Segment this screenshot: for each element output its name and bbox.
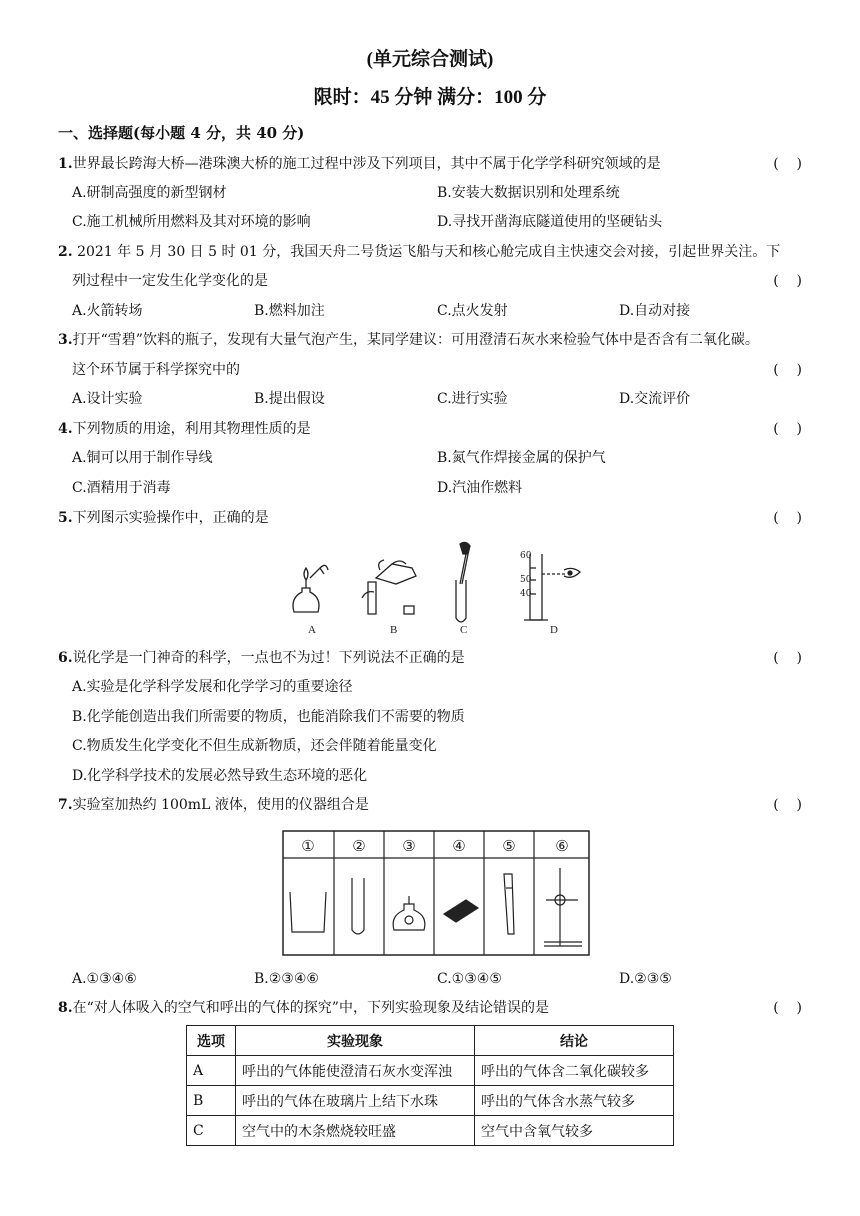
apparatus-num-1: ① [301, 837, 315, 855]
q3-option-a: A.设计实验 [72, 391, 143, 407]
question-text: 在“对人体吸入的空气和呼出的气体的探究”中，下列实验现象及结论错误的是 [72, 1000, 549, 1016]
apparatus-num-2: ② [352, 837, 366, 855]
answer-blank-8: ( ) [773, 1000, 802, 1016]
question-text: 2021 年 5 月 30 日 5 时 01 分，我国天舟二号货运飞船与天和核心舱完成自主快速交会对接，引起世界关注。下 [72, 244, 781, 260]
dropper-icon [456, 542, 470, 622]
question-5 [58, 509, 269, 527]
answer-blank-4: ( ) [773, 421, 802, 437]
table-header: 实验现象 [236, 1026, 475, 1056]
q7-option-a: A.①③④⑥ [72, 971, 137, 987]
test-tube-holder-icon [504, 874, 514, 934]
question-7 [58, 796, 369, 814]
question-number: 5. [58, 510, 73, 526]
question-3-cont: 这个环节属于科学探究中的 [72, 362, 240, 378]
answer-blank-1: ( ) [773, 156, 802, 172]
experiment-table [186, 1025, 674, 1146]
apparatus-num-6: ⑥ [555, 837, 569, 855]
question-number: 6. [58, 650, 73, 666]
table-header-row [187, 1026, 674, 1056]
apparatus-num-3: ③ [402, 837, 416, 855]
question-8 [58, 999, 549, 1017]
figure-label-b: B [390, 624, 398, 636]
question-6 [58, 649, 465, 667]
page-title: (单元综合测试) [366, 49, 494, 70]
q1-option-c: C.施工机械所用燃料及其对环境的影响 [72, 214, 311, 230]
test-tube-icon [352, 878, 364, 934]
apparatus-figure [282, 830, 590, 956]
q2-option-c: C.点火发射 [437, 303, 508, 319]
section-heading: 一、选择题(每小题 4 分，共 40 分) [58, 124, 305, 142]
cylinder-mark-50: 50 [520, 575, 532, 585]
table-cell: A [187, 1056, 236, 1086]
graduated-cylinder-icon [524, 554, 580, 620]
question-text: 说化学是一门神奇的科学，一点也不为过！下列说法不正确的是 [72, 650, 465, 666]
figure-label-a: A [308, 624, 316, 636]
table-row [187, 1116, 674, 1146]
question-text: 实验室加热约 100mL 液体，使用的仪器组合是 [72, 797, 369, 813]
q7-option-d: D.②③⑤ [619, 971, 672, 987]
q2-option-a: A.火箭转场 [72, 303, 143, 319]
q3-option-d: D.交流评价 [619, 391, 691, 407]
question-text: 打开“雪碧”饮料的瓶子，发现有大量气泡产生，某同学建议：可用澄清石灰水来检验气体中是否含有二氧化碳。 [72, 332, 759, 348]
question-number: 3. [58, 332, 73, 348]
apparatus-num-4: ④ [452, 837, 466, 855]
table-cell: 呼出的气体在玻璃片上结下水珠 [236, 1086, 475, 1116]
q4-option-d: D.汽油作燃料 [437, 480, 523, 496]
figure-label-c: C [460, 624, 468, 636]
pouring-bottle-icon [362, 560, 416, 614]
q3-option-b: B.提出假设 [254, 391, 325, 407]
question-number: 1. [58, 156, 73, 172]
q2-option-b: B.燃料加注 [254, 303, 325, 319]
lab-operations-figure [280, 540, 600, 635]
question-1 [58, 155, 661, 173]
question-number: 2. [58, 244, 73, 260]
question-text: 世界最长跨海大桥—港珠澳大桥的施工过程中涉及下列项目，其中不属于化学学科研究领域的是 [72, 156, 661, 172]
q1-option-a: A.研制高强度的新型钢材 [72, 185, 227, 201]
q3-option-c: C.进行实验 [437, 391, 508, 407]
beaker-icon [290, 892, 326, 932]
q6-option-d: D.化学科学技术的发展必然导致生态环境的恶化 [72, 768, 368, 784]
wire-gauze-icon [444, 900, 478, 922]
table-cell: 呼出的气体能使澄清石灰水变浑浊 [236, 1056, 475, 1086]
question-number: 4. [58, 421, 73, 437]
q4-option-a: A.铜可以用于制作导线 [72, 450, 213, 466]
table-cell: B [187, 1086, 236, 1116]
table-cell: 空气中的木条燃烧较旺盛 [236, 1116, 475, 1146]
q6-option-b: B.化学能创造出我们所需要的物质，也能消除我们不需要的物质 [72, 709, 465, 725]
table-cell: 呼出的气体含二氧化碳较多 [475, 1056, 674, 1086]
table-header: 选项 [187, 1026, 236, 1056]
question-3 [58, 331, 759, 349]
table-cell: C [187, 1116, 236, 1146]
question-text: 下列图示实验操作中，正确的是 [72, 510, 269, 526]
question-2 [58, 243, 780, 261]
cylinder-mark-40: 40 [520, 589, 532, 599]
question-number: 8. [58, 1000, 73, 1016]
page-subtitle: 限时：45 分钟 满分：100 分 [313, 87, 547, 108]
table-row [187, 1086, 674, 1116]
q1-option-b: B.安装大数据识别和处理系统 [437, 185, 620, 201]
question-text: 下列物质的用途，利用其物理性质的是 [72, 421, 311, 437]
iron-stand-icon [544, 868, 582, 946]
q6-option-a: A.实验是化学科学发展和化学学习的重要途径 [72, 679, 353, 695]
answer-blank-5: ( ) [773, 510, 802, 526]
q7-option-b: B.②③④⑥ [254, 971, 319, 987]
q2-option-d: D.自动对接 [619, 303, 691, 319]
question-number: 7. [58, 797, 73, 813]
table-cell: 呼出的气体含水蒸气较多 [475, 1086, 674, 1116]
question-2-cont: 列过程中一定发生化学变化的是 [72, 273, 268, 289]
apparatus-num-5: ⑤ [502, 837, 516, 855]
table-row [187, 1056, 674, 1086]
q7-option-c: C.①③④⑤ [437, 971, 502, 987]
alcohol-lamp-icon [393, 896, 425, 930]
table-cell: 空气中含氧气较多 [475, 1116, 674, 1146]
table-header: 结论 [475, 1026, 674, 1056]
q4-option-b: B.氮气作焊接金属的保护气 [437, 450, 606, 466]
figure-label-d: D [550, 624, 558, 636]
answer-blank-7: ( ) [773, 797, 802, 813]
cylinder-mark-60: 60 [520, 551, 532, 561]
q1-option-d: D.寻找开凿海底隧道使用的坚硬钻头 [437, 214, 663, 230]
question-4 [58, 420, 311, 438]
answer-blank-6: ( ) [773, 650, 802, 666]
q6-option-c: C.物质发生化学变化不但生成新物质，还会伴随着能量变化 [72, 738, 437, 754]
answer-blank-2: ( ) [773, 273, 802, 289]
alcohol-lamp-icon [293, 565, 328, 612]
q4-option-c: C.酒精用于消毒 [72, 480, 171, 496]
answer-blank-3: ( ) [773, 362, 802, 378]
